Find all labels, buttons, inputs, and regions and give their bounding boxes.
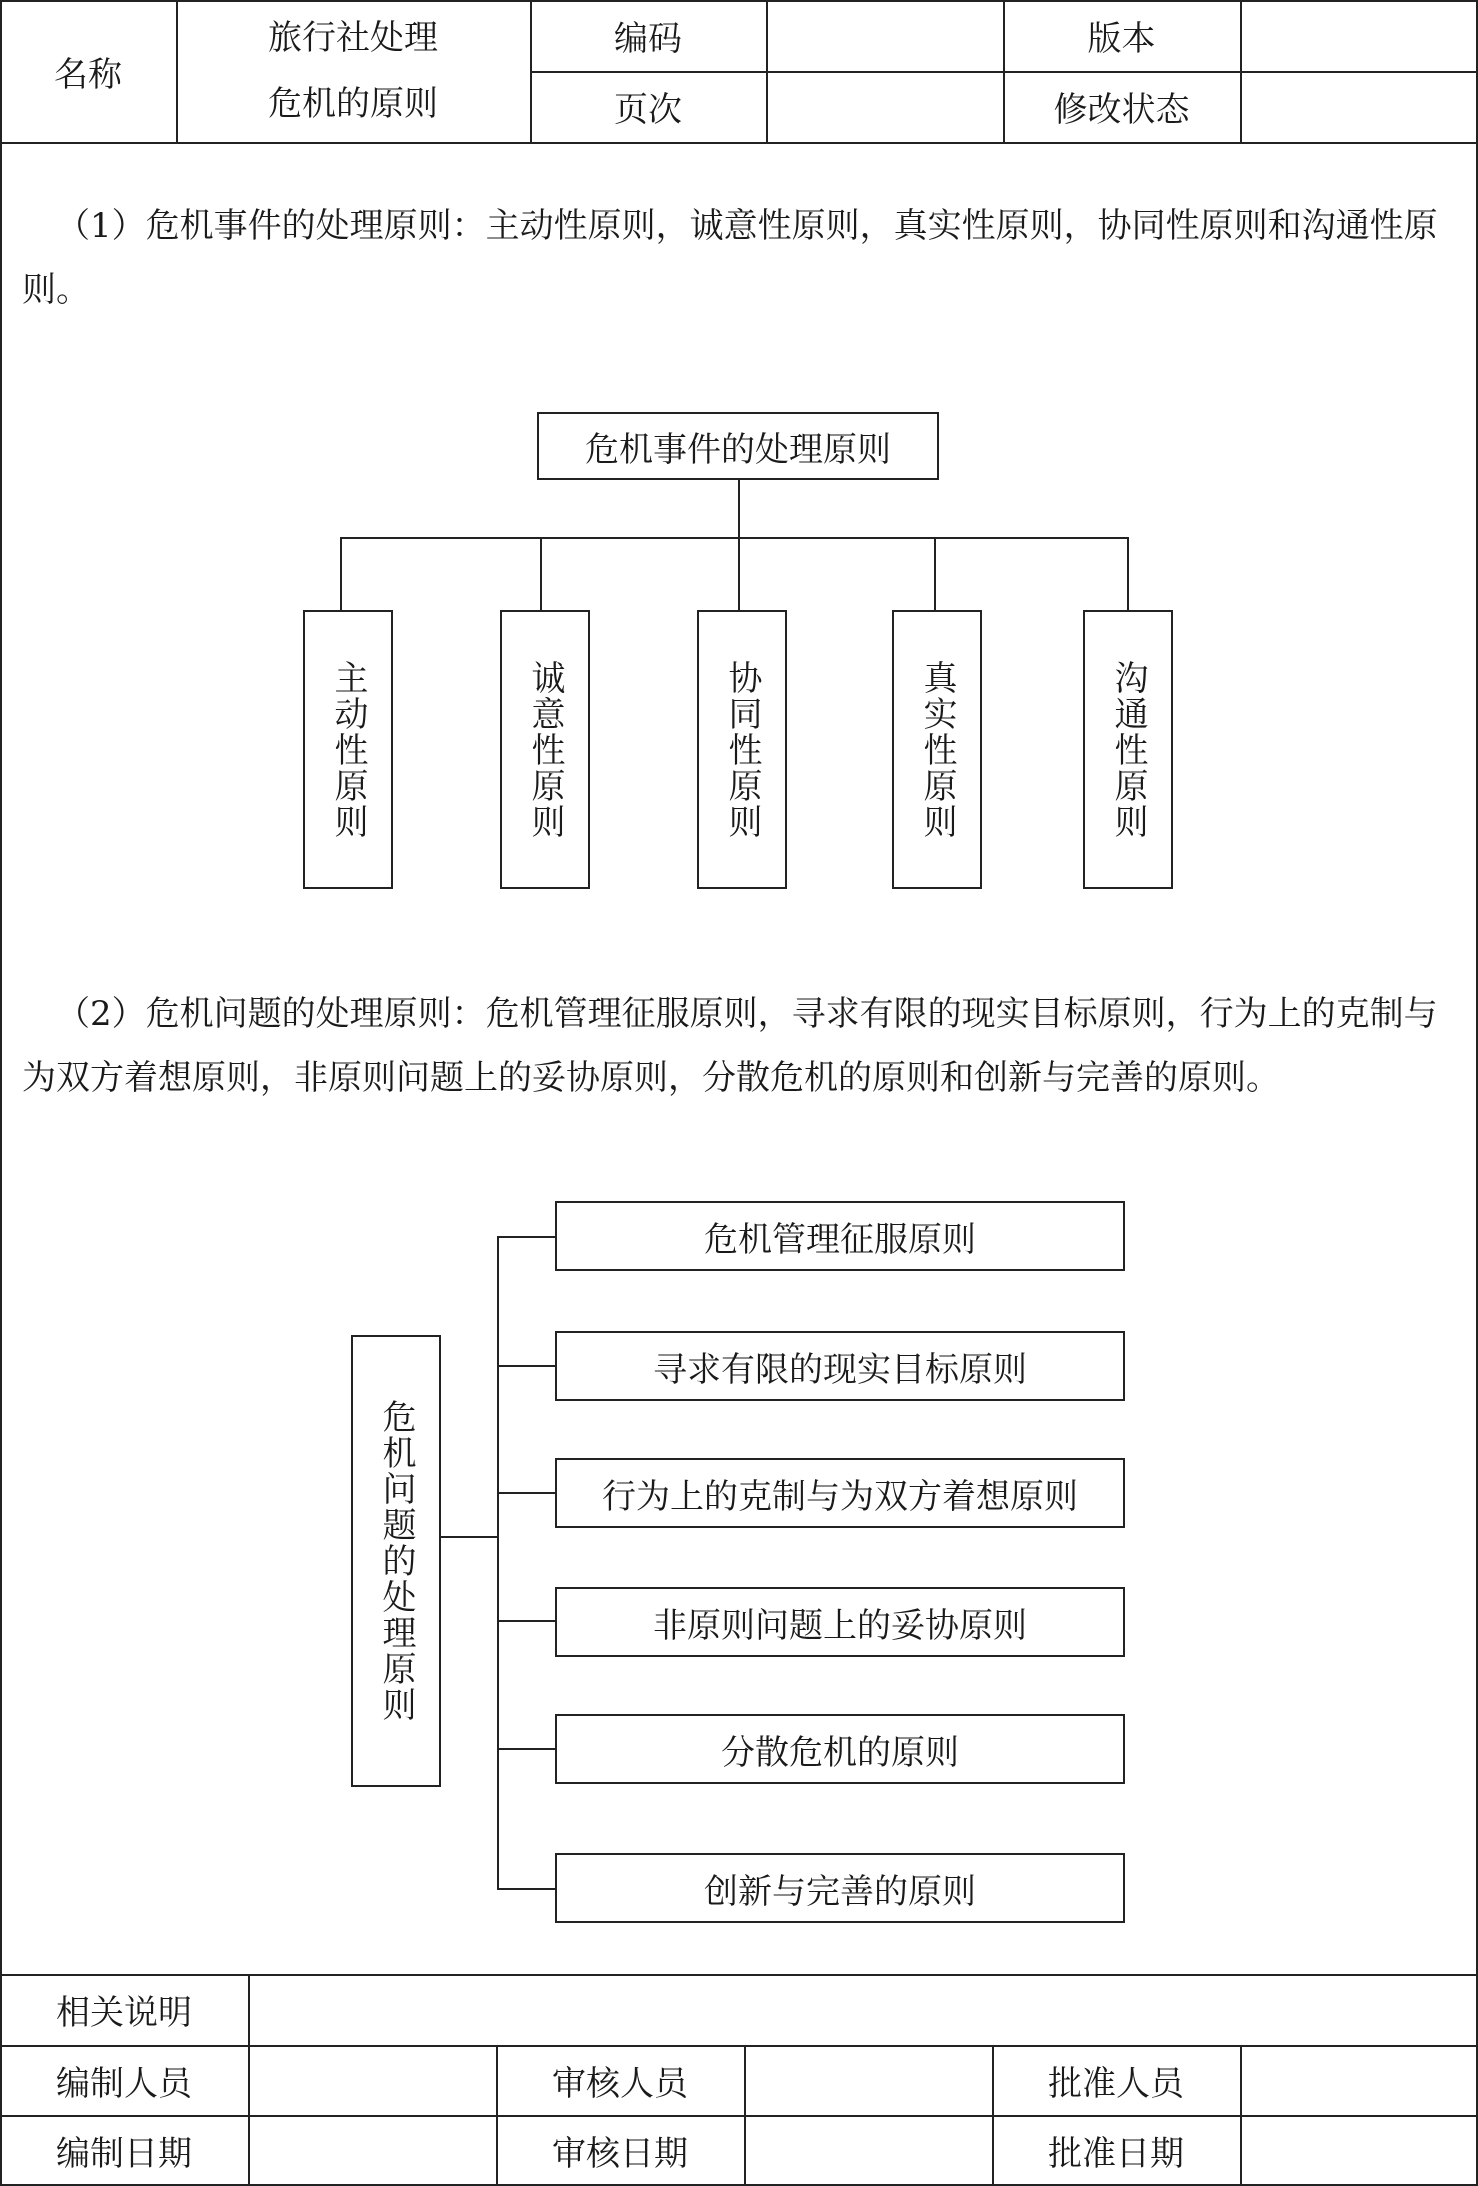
diagram2-connector (497, 1620, 555, 1622)
diagram2-connector (497, 1236, 555, 1238)
code-value (766, 0, 1003, 71)
reviewed-date-value (744, 2115, 992, 2186)
diagram2-child-label: 危机管理征服原则 (704, 1219, 976, 1260)
name-label: 名称 (54, 54, 122, 95)
diagram2-child-label: 分散危机的原则 (721, 1732, 959, 1773)
diagram2-connector (497, 1365, 555, 1367)
diagram1-child-box (500, 610, 590, 889)
revision-value (1240, 71, 1478, 142)
diagram2-connector (497, 1492, 555, 1494)
diagram2-connector (441, 1536, 497, 1538)
notes-label: 相关说明 (56, 1993, 192, 2033)
diagram1-child-label: 沟通性原则 (1108, 659, 1148, 840)
prepared-date-value (248, 2115, 496, 2186)
diagram1-connector (340, 537, 1129, 539)
diagram2-child-box (555, 1331, 1125, 1401)
section2-paragraph: （2）危机问题的处理原则：危机管理征服原则，寻求有限的现实目标原则，行为上的克制与为双方着想原则，非原则问题上的妥协原则，分散危机的原则和创新与完善的原则。 (22, 994, 1438, 1098)
reviewed-by-label: 审核人员 (552, 2063, 688, 2104)
prepared-date-label: 编制日期 (56, 2134, 192, 2174)
approved-date-value (1240, 2115, 1478, 2186)
header-bottom-rule (0, 142, 1478, 144)
page-value (766, 71, 1003, 142)
reviewed-date-label: 审核日期 (552, 2134, 688, 2174)
diagram1-child-box (1083, 610, 1173, 889)
diagram1-connector (934, 537, 936, 610)
diagram2-child-label: 非原则问题上的妥协原则 (653, 1605, 1027, 1646)
notes-value (248, 1974, 1478, 2045)
page-label: 页次 (614, 90, 682, 130)
diagram1-child-label: 协同性原则 (722, 659, 762, 840)
diagram2-connector (497, 1888, 555, 1890)
diagram2-root-label: 危机问题的处理原则 (376, 1399, 416, 1723)
diagram1-connector (738, 537, 740, 610)
diagram2-child-label: 创新与完善的原则 (704, 1871, 976, 1912)
diagram2-child-box (555, 1587, 1125, 1657)
diagram1-root-box (537, 412, 939, 480)
reviewed-by-value (744, 2045, 992, 2115)
revision-label: 修改状态 (1053, 90, 1190, 130)
document-title (176, 0, 530, 142)
diagram2-child-label: 行为上的克制与为双方着想原则 (602, 1476, 1078, 1517)
diagram1-root-label: 危机事件的处理原则 (585, 429, 891, 470)
prepared-by-value (248, 2045, 496, 2115)
diagram1-child-label: 诚意性原则 (525, 659, 565, 840)
version-label: 版本 (1087, 19, 1156, 59)
document-title-line1: 旅行社处理 (268, 18, 438, 58)
section1-paragraph: （1）危机事件的处理原则：主动性原则，诚意性原则，真实性原则，协同性原则和沟通性原则。 (22, 206, 1438, 310)
diagram1-connector (540, 537, 542, 610)
diagram2-connector (497, 1236, 499, 1890)
diagram2-child-box (555, 1458, 1125, 1528)
approved-by-value (1240, 2045, 1478, 2115)
diagram2-child-box (555, 1714, 1125, 1784)
diagram1-connector (340, 537, 342, 610)
diagram1-child-box (892, 610, 982, 889)
diagram2-connector (497, 1748, 555, 1750)
diagram1-child-label: 主动性原则 (328, 659, 368, 840)
diagram2-root-box (351, 1335, 441, 1787)
diagram1-child-box (303, 610, 393, 889)
code-label: 编码 (614, 19, 682, 59)
diagram2-child-box (555, 1201, 1125, 1271)
approved-by-label: 批准人员 (1048, 2063, 1184, 2104)
prepared-by-label: 编制人员 (56, 2063, 192, 2104)
diagram2-child-box (555, 1853, 1125, 1923)
approved-date-label: 批准日期 (1048, 2134, 1184, 2174)
diagram1-child-label: 真实性原则 (917, 659, 957, 840)
diagram1-connector (1127, 537, 1129, 610)
diagram1-connector (738, 480, 740, 538)
document-title-line2: 危机的原则 (268, 84, 438, 124)
diagram1-child-box (697, 610, 787, 889)
diagram2-child-label: 寻求有限的现实目标原则 (653, 1349, 1027, 1390)
version-value (1240, 0, 1478, 71)
